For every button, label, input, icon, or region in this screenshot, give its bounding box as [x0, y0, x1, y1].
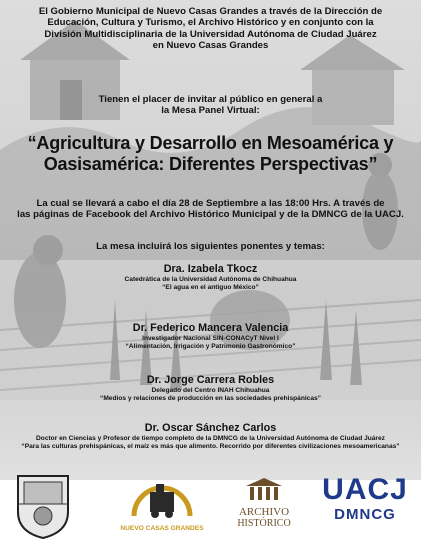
intro-line: División Multidisciplinaria de la Universidad Autónoma de Ciudad Juárez	[44, 28, 377, 40]
when-line: La cual se llevará a cabo el día 28 de Septiembre a las 18:00 Hrs. A través de	[36, 198, 385, 209]
ncg-logo	[120, 470, 204, 540]
speaker-role: Doctor en Ciencias y Profesor de tiempo completo de la DMNCG de la Universidad Autónoma de Ciudad Juárez	[36, 435, 385, 442]
dmncg-text: DMNCG	[334, 506, 396, 523]
municipal-seal-icon	[14, 472, 72, 540]
speaker-3	[10, 374, 411, 403]
speaker-topic: “Alimentación, Irrigación y Patrimonio Gastronómico”	[125, 343, 296, 350]
speaker-name: Dra. Izabela Tkocz	[163, 263, 258, 275]
when-line: las páginas de Facebook del Archivo Histórico Municipal y de la DMNCG de la UACJ.	[17, 209, 404, 221]
archivo-line1: ARCHIVO	[238, 506, 290, 518]
speaker-topic: “Medios y relaciones de producción en las sociedades prehispánicas”	[100, 395, 321, 402]
intro-line: El Gobierno Municipal de Nuevo Casas Grandes a través de la Dirección de	[38, 6, 383, 17]
speaker-name: Dr. Oscar Sánchez Carlos	[144, 422, 277, 434]
speaker-name: Dr. Jorge Carrera Robles	[146, 374, 275, 386]
speaker-topic: “Para las culturas prehispánicas, el maíz es más que alimento. Recorrido por diferentes civilizaciones mesoamericanas”	[21, 443, 400, 450]
train-emblem-icon	[120, 470, 204, 520]
title-line: Oasisamérica: Diferentes Perspectivas”	[43, 154, 378, 174]
archivo-line2: HISTÓRICO	[237, 518, 291, 529]
archivo-logo	[232, 476, 296, 538]
panel-intro: La mesa incluirá los siguientes ponentes y temas:	[96, 241, 325, 252]
intro-line: en Nuevo Casas Grandes	[152, 40, 269, 52]
speaker-2	[10, 322, 411, 351]
logos-footer	[0, 470, 421, 545]
speaker-1	[10, 263, 411, 292]
speaker-role: Catedrática de la Universidad Autónoma de Chihuahua	[124, 276, 297, 283]
speaker-role: Delegado del Centro INAH Chihuahua	[151, 387, 270, 394]
invitation-text	[14, 94, 407, 117]
speaker-name: Dr. Federico Mancera Valencia	[132, 322, 289, 334]
title-line: “Agricultura y Desarrollo en Mesoamérica y	[27, 133, 394, 153]
ncg-brand: NUEVO CASAS GRANDES	[120, 525, 204, 532]
intro-line: Educación, Cultura y Turismo, el Archivo Histórico y en conjunto con la	[47, 17, 374, 29]
uacj-logo	[320, 474, 410, 540]
event-when	[10, 198, 411, 221]
archive-building-icon	[244, 476, 284, 502]
event-title	[10, 133, 411, 175]
speaker-role: Investigador Nacional SIN-CONACyT Nivel I	[142, 335, 279, 342]
invite-line: Tienen el placer de invitar al público en general a	[98, 94, 323, 105]
invite-line: la Mesa Panel Virtual:	[161, 105, 260, 117]
uacj-text: UACJ	[322, 473, 408, 506]
speaker-topic: “El agua en el antiguo México”	[162, 284, 259, 291]
organizers-intro	[14, 6, 407, 52]
speaker-4	[10, 422, 411, 451]
